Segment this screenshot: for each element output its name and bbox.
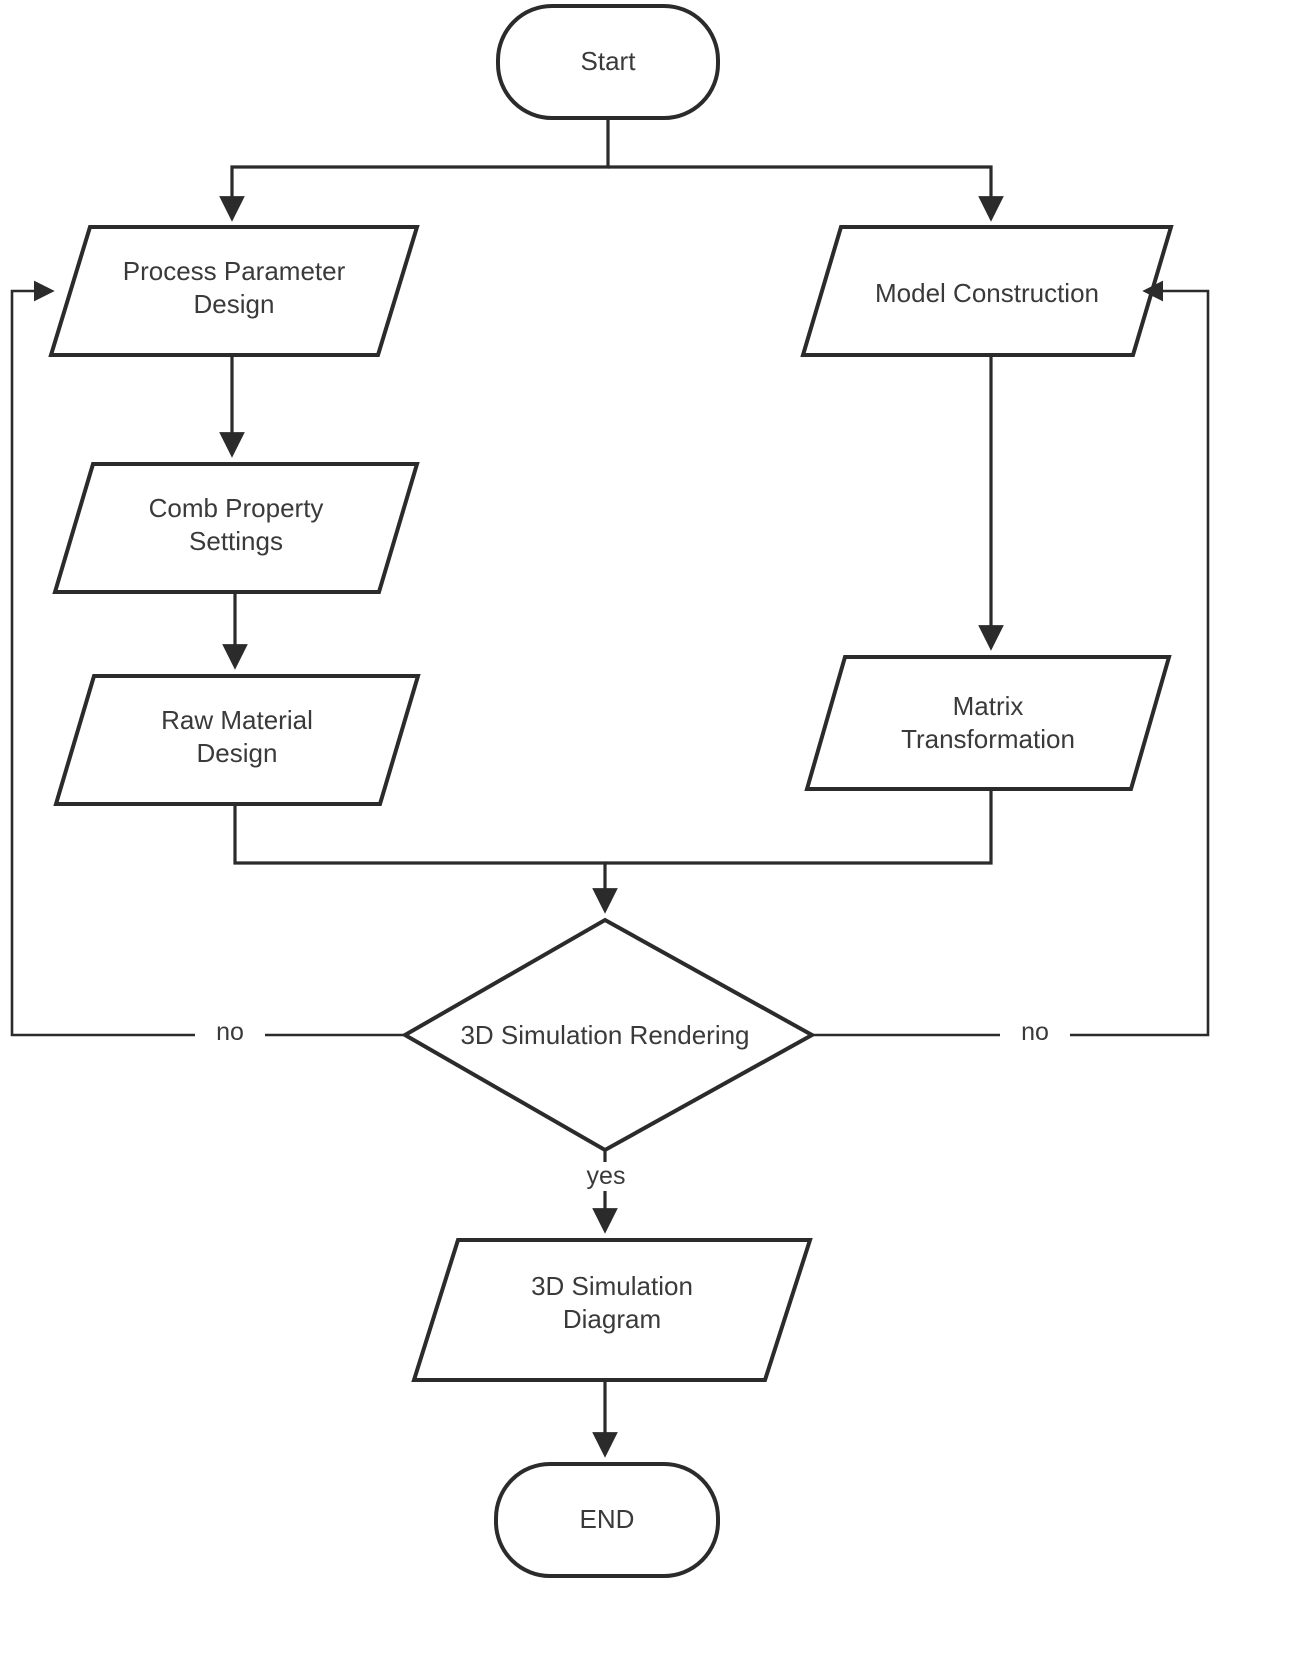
node-simulation-diagram[interactable] [414,1240,810,1380]
node-simulation-rendering[interactable] [405,920,812,1150]
node-raw-material-design[interactable] [56,676,418,804]
edge-start-split [232,118,608,216]
node-start[interactable] [498,6,718,118]
node-process-parameter-design[interactable] [51,227,417,355]
node-simulation-rendering-label: 3D Simulation Rendering [460,1020,750,1050]
edge-label-no-left: no [195,1018,265,1047]
edge-label-yes: yes [570,1162,642,1191]
edge-raw-to-decision [235,804,605,908]
node-model-construction-label: Model Construction [875,278,1099,308]
edge-decision-no-left [12,291,405,1035]
edge-matrix-to-decision [605,789,991,863]
node-end[interactable] [496,1464,718,1576]
node-start-label: Start [580,46,636,76]
node-raw-material-design-label: Raw Material Design [161,705,313,769]
node-comb-property-settings[interactable] [55,464,417,592]
node-end-label: END [579,1504,635,1534]
node-comb-property-settings-label: Comb Property Settings [148,493,324,557]
node-matrix-transformation[interactable] [807,657,1169,789]
node-simulation-diagram-label: 3D Simulation Diagram [531,1271,693,1335]
edge-start-to-model [608,167,991,216]
node-matrix-transformation-label: Matrix Transformation [901,691,1075,755]
node-process-parameter-design-label: Process Parameter Design [122,256,346,320]
edge-label-no-right: no [1000,1018,1070,1047]
node-model-construction[interactable] [803,227,1171,355]
